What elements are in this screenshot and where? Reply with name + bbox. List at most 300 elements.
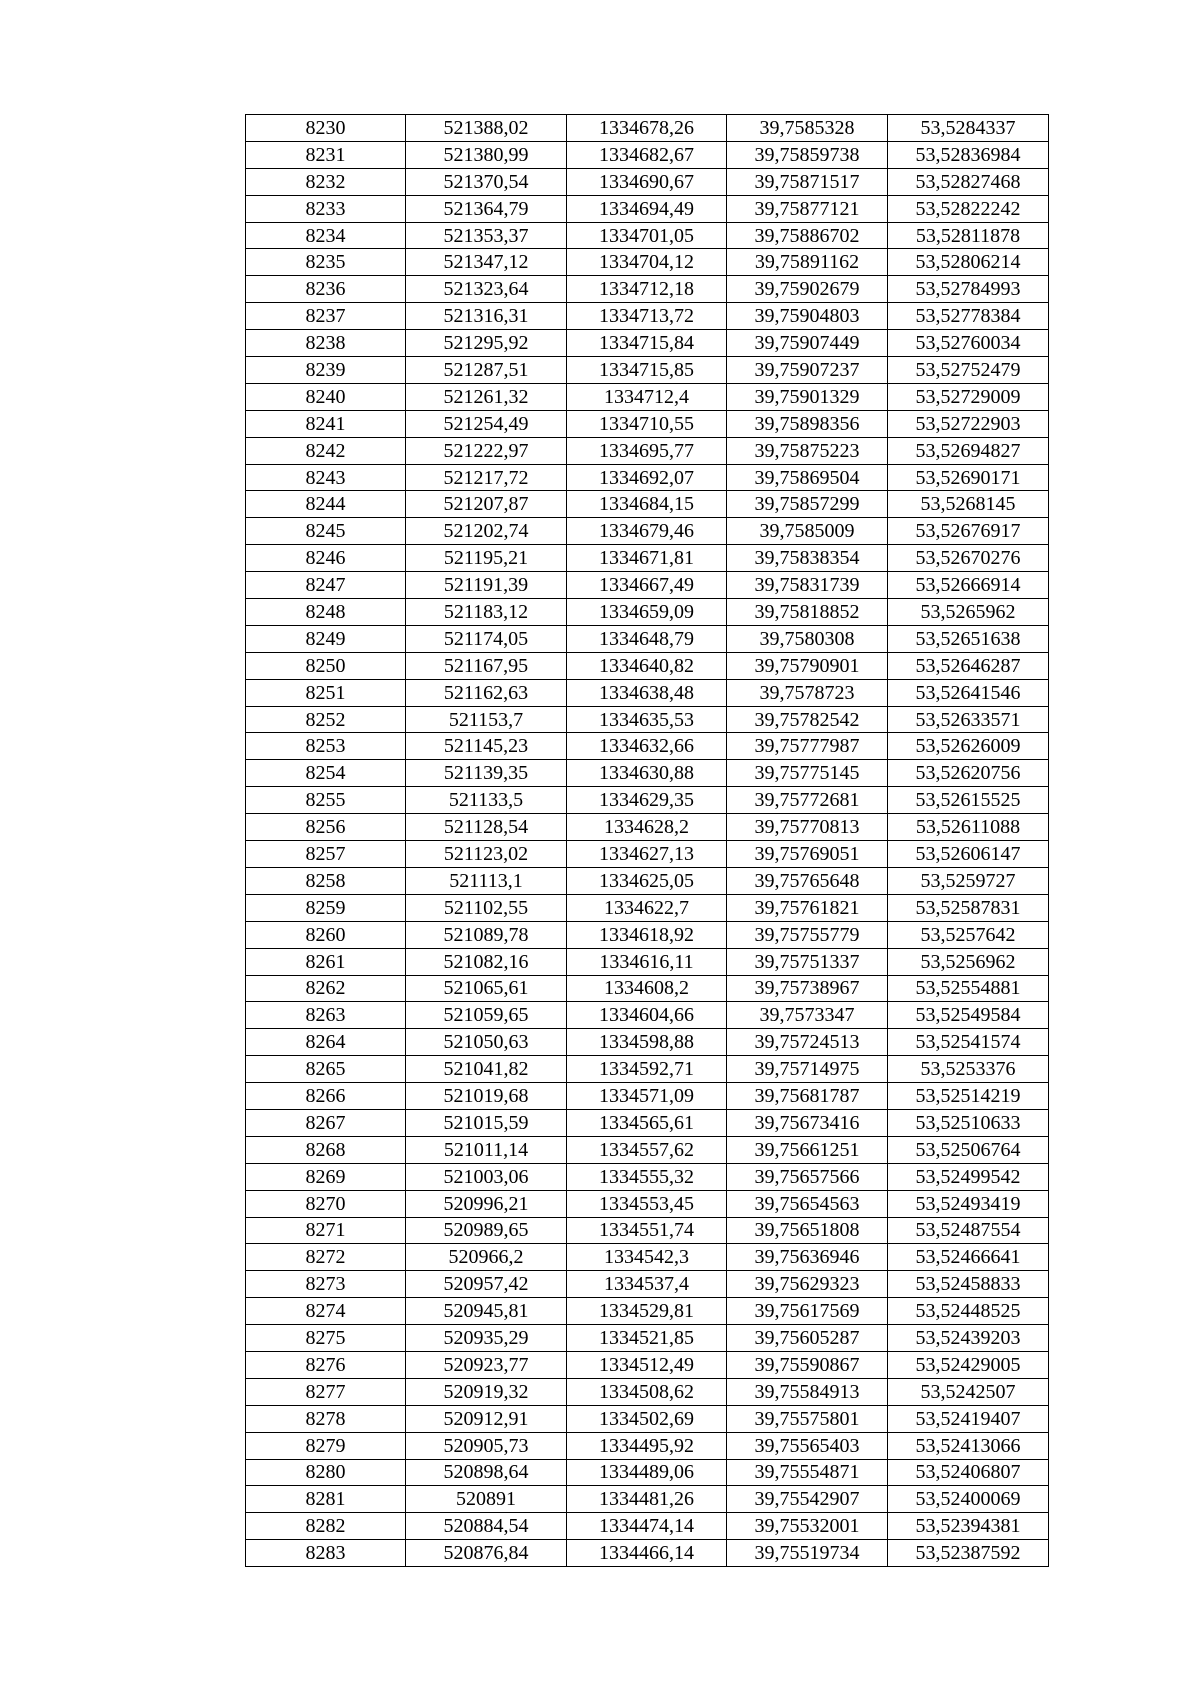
longitude-cell: 39,75838354 xyxy=(727,545,888,572)
point-number-cell: 8260 xyxy=(246,921,406,948)
table-row xyxy=(246,733,1049,760)
longitude-cell: 39,75859738 xyxy=(727,141,888,168)
point-number-cell: 8270 xyxy=(246,1190,406,1217)
x-coordinate-cell: 520905,73 xyxy=(406,1432,567,1459)
y-coordinate-cell: 1334629,35 xyxy=(567,787,727,814)
x-coordinate-cell: 521102,55 xyxy=(406,894,567,921)
latitude-cell: 53,5284337 xyxy=(888,115,1049,142)
point-number-cell: 8240 xyxy=(246,383,406,410)
table-row xyxy=(246,437,1049,464)
x-coordinate-cell: 521287,51 xyxy=(406,357,567,384)
x-coordinate-cell: 520898,64 xyxy=(406,1459,567,1486)
latitude-cell: 53,52670276 xyxy=(888,545,1049,572)
point-number-cell: 8281 xyxy=(246,1486,406,1513)
point-number-cell: 8243 xyxy=(246,464,406,491)
longitude-cell: 39,7585009 xyxy=(727,518,888,545)
point-number-cell: 8274 xyxy=(246,1298,406,1325)
latitude-cell: 53,52549584 xyxy=(888,1002,1049,1029)
x-coordinate-cell: 521133,5 xyxy=(406,787,567,814)
y-coordinate-cell: 1334616,11 xyxy=(567,948,727,975)
point-number-cell: 8238 xyxy=(246,330,406,357)
longitude-cell: 39,75636946 xyxy=(727,1244,888,1271)
y-coordinate-cell: 1334704,12 xyxy=(567,249,727,276)
x-coordinate-cell: 521082,16 xyxy=(406,948,567,975)
latitude-cell: 53,52641546 xyxy=(888,679,1049,706)
table-row xyxy=(246,1163,1049,1190)
x-coordinate-cell: 521195,21 xyxy=(406,545,567,572)
x-coordinate-cell: 521123,02 xyxy=(406,841,567,868)
table-row xyxy=(246,1244,1049,1271)
x-coordinate-cell: 521015,59 xyxy=(406,1109,567,1136)
table-row xyxy=(246,1136,1049,1163)
point-number-cell: 8234 xyxy=(246,222,406,249)
point-number-cell: 8276 xyxy=(246,1351,406,1378)
longitude-cell: 39,75790901 xyxy=(727,652,888,679)
point-number-cell: 8253 xyxy=(246,733,406,760)
longitude-cell: 39,75724513 xyxy=(727,1029,888,1056)
y-coordinate-cell: 1334648,79 xyxy=(567,625,727,652)
x-coordinate-cell: 521217,72 xyxy=(406,464,567,491)
longitude-cell: 39,75565403 xyxy=(727,1432,888,1459)
point-number-cell: 8258 xyxy=(246,867,406,894)
y-coordinate-cell: 1334481,26 xyxy=(567,1486,727,1513)
y-coordinate-cell: 1334692,07 xyxy=(567,464,727,491)
table-row xyxy=(246,841,1049,868)
longitude-cell: 39,75575801 xyxy=(727,1405,888,1432)
longitude-cell: 39,75871517 xyxy=(727,168,888,195)
x-coordinate-cell: 521380,99 xyxy=(406,141,567,168)
point-number-cell: 8278 xyxy=(246,1405,406,1432)
table-row xyxy=(246,195,1049,222)
latitude-cell: 53,5253376 xyxy=(888,1056,1049,1083)
point-number-cell: 8233 xyxy=(246,195,406,222)
latitude-cell: 53,52541574 xyxy=(888,1029,1049,1056)
x-coordinate-cell: 521254,49 xyxy=(406,410,567,437)
table-row xyxy=(246,1109,1049,1136)
x-coordinate-cell: 521065,61 xyxy=(406,975,567,1002)
table-row xyxy=(246,921,1049,948)
y-coordinate-cell: 1334667,49 xyxy=(567,572,727,599)
x-coordinate-cell: 521162,63 xyxy=(406,679,567,706)
table-row xyxy=(246,518,1049,545)
y-coordinate-cell: 1334604,66 xyxy=(567,1002,727,1029)
y-coordinate-cell: 1334659,09 xyxy=(567,599,727,626)
y-coordinate-cell: 1334508,62 xyxy=(567,1378,727,1405)
coordinates-table xyxy=(245,114,1049,1567)
longitude-cell: 39,75902679 xyxy=(727,276,888,303)
point-number-cell: 8251 xyxy=(246,679,406,706)
y-coordinate-cell: 1334565,61 xyxy=(567,1109,727,1136)
x-coordinate-cell: 521050,63 xyxy=(406,1029,567,1056)
table-row xyxy=(246,1486,1049,1513)
latitude-cell: 53,52822242 xyxy=(888,195,1049,222)
longitude-cell: 39,75681787 xyxy=(727,1083,888,1110)
longitude-cell: 39,75907237 xyxy=(727,357,888,384)
table-row xyxy=(246,1029,1049,1056)
longitude-cell: 39,75907449 xyxy=(727,330,888,357)
table-row xyxy=(246,276,1049,303)
x-coordinate-cell: 521202,74 xyxy=(406,518,567,545)
y-coordinate-cell: 1334682,67 xyxy=(567,141,727,168)
point-number-cell: 8255 xyxy=(246,787,406,814)
y-coordinate-cell: 1334512,49 xyxy=(567,1351,727,1378)
latitude-cell: 53,52729009 xyxy=(888,383,1049,410)
point-number-cell: 8267 xyxy=(246,1109,406,1136)
y-coordinate-cell: 1334690,67 xyxy=(567,168,727,195)
latitude-cell: 53,52554881 xyxy=(888,975,1049,1002)
point-number-cell: 8264 xyxy=(246,1029,406,1056)
latitude-cell: 53,52400069 xyxy=(888,1486,1049,1513)
x-coordinate-cell: 521145,23 xyxy=(406,733,567,760)
latitude-cell: 53,52676917 xyxy=(888,518,1049,545)
longitude-cell: 39,75605287 xyxy=(727,1325,888,1352)
latitude-cell: 53,52439203 xyxy=(888,1325,1049,1352)
latitude-cell: 53,52510633 xyxy=(888,1109,1049,1136)
table-row xyxy=(246,545,1049,572)
y-coordinate-cell: 1334474,14 xyxy=(567,1513,727,1540)
x-coordinate-cell: 520945,81 xyxy=(406,1298,567,1325)
longitude-cell: 39,75714975 xyxy=(727,1056,888,1083)
table-row xyxy=(246,1351,1049,1378)
latitude-cell: 53,52387592 xyxy=(888,1540,1049,1567)
x-coordinate-cell: 521191,39 xyxy=(406,572,567,599)
table-row xyxy=(246,1325,1049,1352)
point-number-cell: 8271 xyxy=(246,1217,406,1244)
y-coordinate-cell: 1334529,81 xyxy=(567,1298,727,1325)
latitude-cell: 53,5268145 xyxy=(888,491,1049,518)
latitude-cell: 53,52778384 xyxy=(888,303,1049,330)
latitude-cell: 53,52651638 xyxy=(888,625,1049,652)
point-number-cell: 8242 xyxy=(246,437,406,464)
x-coordinate-cell: 521041,82 xyxy=(406,1056,567,1083)
y-coordinate-cell: 1334537,4 xyxy=(567,1271,727,1298)
x-coordinate-cell: 521323,64 xyxy=(406,276,567,303)
y-coordinate-cell: 1334638,48 xyxy=(567,679,727,706)
latitude-cell: 53,52499542 xyxy=(888,1163,1049,1190)
y-coordinate-cell: 1334632,66 xyxy=(567,733,727,760)
longitude-cell: 39,75629323 xyxy=(727,1271,888,1298)
y-coordinate-cell: 1334557,62 xyxy=(567,1136,727,1163)
point-number-cell: 8239 xyxy=(246,357,406,384)
point-number-cell: 8232 xyxy=(246,168,406,195)
x-coordinate-cell: 521128,54 xyxy=(406,814,567,841)
x-coordinate-cell: 521059,65 xyxy=(406,1002,567,1029)
longitude-cell: 39,75755779 xyxy=(727,921,888,948)
table-row xyxy=(246,222,1049,249)
point-number-cell: 8248 xyxy=(246,599,406,626)
point-number-cell: 8263 xyxy=(246,1002,406,1029)
longitude-cell: 39,75738967 xyxy=(727,975,888,1002)
x-coordinate-cell: 521139,35 xyxy=(406,760,567,787)
point-number-cell: 8241 xyxy=(246,410,406,437)
point-number-cell: 8252 xyxy=(246,706,406,733)
longitude-cell: 39,75617569 xyxy=(727,1298,888,1325)
y-coordinate-cell: 1334618,92 xyxy=(567,921,727,948)
table-row xyxy=(246,1217,1049,1244)
point-number-cell: 8273 xyxy=(246,1271,406,1298)
y-coordinate-cell: 1334489,06 xyxy=(567,1459,727,1486)
x-coordinate-cell: 521089,78 xyxy=(406,921,567,948)
table-row xyxy=(246,1378,1049,1405)
x-coordinate-cell: 520876,84 xyxy=(406,1540,567,1567)
longitude-cell: 39,75904803 xyxy=(727,303,888,330)
y-coordinate-cell: 1334551,74 xyxy=(567,1217,727,1244)
x-coordinate-cell: 520884,54 xyxy=(406,1513,567,1540)
longitude-cell: 39,75584913 xyxy=(727,1378,888,1405)
x-coordinate-cell: 520912,91 xyxy=(406,1405,567,1432)
longitude-cell: 39,75532001 xyxy=(727,1513,888,1540)
table-row xyxy=(246,625,1049,652)
latitude-cell: 53,52620756 xyxy=(888,760,1049,787)
table-row xyxy=(246,1298,1049,1325)
longitude-cell: 39,75673416 xyxy=(727,1109,888,1136)
x-coordinate-cell: 521388,02 xyxy=(406,115,567,142)
x-coordinate-cell: 521316,31 xyxy=(406,303,567,330)
longitude-cell: 39,75875223 xyxy=(727,437,888,464)
x-coordinate-cell: 520996,21 xyxy=(406,1190,567,1217)
table-row xyxy=(246,1540,1049,1567)
y-coordinate-cell: 1334466,14 xyxy=(567,1540,727,1567)
latitude-cell: 53,52694827 xyxy=(888,437,1049,464)
y-coordinate-cell: 1334671,81 xyxy=(567,545,727,572)
x-coordinate-cell: 521183,12 xyxy=(406,599,567,626)
latitude-cell: 53,52448525 xyxy=(888,1298,1049,1325)
latitude-cell: 53,52722903 xyxy=(888,410,1049,437)
point-number-cell: 8268 xyxy=(246,1136,406,1163)
point-number-cell: 8231 xyxy=(246,141,406,168)
x-coordinate-cell: 521347,12 xyxy=(406,249,567,276)
x-coordinate-cell: 520935,29 xyxy=(406,1325,567,1352)
longitude-cell: 39,75654563 xyxy=(727,1190,888,1217)
point-number-cell: 8277 xyxy=(246,1378,406,1405)
table-row xyxy=(246,787,1049,814)
table-row xyxy=(246,383,1049,410)
x-coordinate-cell: 521153,7 xyxy=(406,706,567,733)
longitude-cell: 39,75751337 xyxy=(727,948,888,975)
table-row xyxy=(246,1190,1049,1217)
point-number-cell: 8283 xyxy=(246,1540,406,1567)
latitude-cell: 53,5265962 xyxy=(888,599,1049,626)
y-coordinate-cell: 1334640,82 xyxy=(567,652,727,679)
table-row xyxy=(246,1002,1049,1029)
longitude-cell: 39,75770813 xyxy=(727,814,888,841)
x-coordinate-cell: 521003,06 xyxy=(406,1163,567,1190)
latitude-cell: 53,52394381 xyxy=(888,1513,1049,1540)
latitude-cell: 53,52506764 xyxy=(888,1136,1049,1163)
table-row xyxy=(246,168,1049,195)
longitude-cell: 39,75590867 xyxy=(727,1351,888,1378)
latitude-cell: 53,52429005 xyxy=(888,1351,1049,1378)
longitude-cell: 39,75657566 xyxy=(727,1163,888,1190)
latitude-cell: 53,52626009 xyxy=(888,733,1049,760)
point-number-cell: 8254 xyxy=(246,760,406,787)
x-coordinate-cell: 521207,87 xyxy=(406,491,567,518)
table-row xyxy=(246,1056,1049,1083)
latitude-cell: 53,5256962 xyxy=(888,948,1049,975)
point-number-cell: 8272 xyxy=(246,1244,406,1271)
longitude-cell: 39,75761821 xyxy=(727,894,888,921)
y-coordinate-cell: 1334712,4 xyxy=(567,383,727,410)
latitude-cell: 53,52466641 xyxy=(888,1244,1049,1271)
y-coordinate-cell: 1334628,2 xyxy=(567,814,727,841)
point-number-cell: 8236 xyxy=(246,276,406,303)
y-coordinate-cell: 1334625,05 xyxy=(567,867,727,894)
latitude-cell: 53,52806214 xyxy=(888,249,1049,276)
table-row xyxy=(246,652,1049,679)
point-number-cell: 8269 xyxy=(246,1163,406,1190)
longitude-cell: 39,75898356 xyxy=(727,410,888,437)
x-coordinate-cell: 521174,05 xyxy=(406,625,567,652)
x-coordinate-cell: 521019,68 xyxy=(406,1083,567,1110)
y-coordinate-cell: 1334622,7 xyxy=(567,894,727,921)
y-coordinate-cell: 1334715,85 xyxy=(567,357,727,384)
y-coordinate-cell: 1334571,09 xyxy=(567,1083,727,1110)
table-row xyxy=(246,679,1049,706)
point-number-cell: 8265 xyxy=(246,1056,406,1083)
y-coordinate-cell: 1334542,3 xyxy=(567,1244,727,1271)
point-number-cell: 8249 xyxy=(246,625,406,652)
longitude-cell: 39,75857299 xyxy=(727,491,888,518)
point-number-cell: 8262 xyxy=(246,975,406,1002)
table-row xyxy=(246,760,1049,787)
y-coordinate-cell: 1334678,26 xyxy=(567,115,727,142)
point-number-cell: 8259 xyxy=(246,894,406,921)
point-number-cell: 8247 xyxy=(246,572,406,599)
x-coordinate-cell: 521364,79 xyxy=(406,195,567,222)
point-number-cell: 8261 xyxy=(246,948,406,975)
longitude-cell: 39,75831739 xyxy=(727,572,888,599)
table-row xyxy=(246,1405,1049,1432)
latitude-cell: 53,5259727 xyxy=(888,867,1049,894)
point-number-cell: 8237 xyxy=(246,303,406,330)
table-row xyxy=(246,491,1049,518)
table-row xyxy=(246,330,1049,357)
y-coordinate-cell: 1334521,85 xyxy=(567,1325,727,1352)
table-row xyxy=(246,1271,1049,1298)
y-coordinate-cell: 1334555,32 xyxy=(567,1163,727,1190)
point-number-cell: 8250 xyxy=(246,652,406,679)
x-coordinate-cell: 521353,37 xyxy=(406,222,567,249)
latitude-cell: 53,52487554 xyxy=(888,1217,1049,1244)
table-row xyxy=(246,357,1049,384)
y-coordinate-cell: 1334679,46 xyxy=(567,518,727,545)
latitude-cell: 53,52760034 xyxy=(888,330,1049,357)
longitude-cell: 39,75554871 xyxy=(727,1459,888,1486)
latitude-cell: 53,52458833 xyxy=(888,1271,1049,1298)
table-row xyxy=(246,1083,1049,1110)
y-coordinate-cell: 1334553,45 xyxy=(567,1190,727,1217)
latitude-cell: 53,52836984 xyxy=(888,141,1049,168)
x-coordinate-cell: 520923,77 xyxy=(406,1351,567,1378)
table-row xyxy=(246,572,1049,599)
table-row xyxy=(246,948,1049,975)
longitude-cell: 39,75775145 xyxy=(727,760,888,787)
point-number-cell: 8235 xyxy=(246,249,406,276)
latitude-cell: 53,52666914 xyxy=(888,572,1049,599)
latitude-cell: 53,52606147 xyxy=(888,841,1049,868)
table-row xyxy=(246,303,1049,330)
table-row xyxy=(246,115,1049,142)
table-row xyxy=(246,1513,1049,1540)
longitude-cell: 39,75765648 xyxy=(727,867,888,894)
latitude-cell: 53,52633571 xyxy=(888,706,1049,733)
table-row xyxy=(246,410,1049,437)
y-coordinate-cell: 1334495,92 xyxy=(567,1432,727,1459)
latitude-cell: 53,52752479 xyxy=(888,357,1049,384)
coordinates-table-body xyxy=(246,115,1049,1567)
latitude-cell: 53,52784993 xyxy=(888,276,1049,303)
latitude-cell: 53,52493419 xyxy=(888,1190,1049,1217)
longitude-cell: 39,75661251 xyxy=(727,1136,888,1163)
x-coordinate-cell: 521113,1 xyxy=(406,867,567,894)
y-coordinate-cell: 1334598,88 xyxy=(567,1029,727,1056)
table-row xyxy=(246,814,1049,841)
y-coordinate-cell: 1334713,72 xyxy=(567,303,727,330)
y-coordinate-cell: 1334695,77 xyxy=(567,437,727,464)
longitude-cell: 39,75769051 xyxy=(727,841,888,868)
point-number-cell: 8275 xyxy=(246,1325,406,1352)
y-coordinate-cell: 1334630,88 xyxy=(567,760,727,787)
y-coordinate-cell: 1334715,84 xyxy=(567,330,727,357)
table-row xyxy=(246,975,1049,1002)
longitude-cell: 39,7578723 xyxy=(727,679,888,706)
longitude-cell: 39,75651808 xyxy=(727,1217,888,1244)
x-coordinate-cell: 521261,32 xyxy=(406,383,567,410)
y-coordinate-cell: 1334502,69 xyxy=(567,1405,727,1432)
latitude-cell: 53,52811878 xyxy=(888,222,1049,249)
longitude-cell: 39,75542907 xyxy=(727,1486,888,1513)
x-coordinate-cell: 520957,42 xyxy=(406,1271,567,1298)
longitude-cell: 39,7580308 xyxy=(727,625,888,652)
y-coordinate-cell: 1334701,05 xyxy=(567,222,727,249)
longitude-cell: 39,75877121 xyxy=(727,195,888,222)
latitude-cell: 53,52615525 xyxy=(888,787,1049,814)
y-coordinate-cell: 1334608,2 xyxy=(567,975,727,1002)
latitude-cell: 53,52690171 xyxy=(888,464,1049,491)
table-row xyxy=(246,464,1049,491)
point-number-cell: 8230 xyxy=(246,115,406,142)
x-coordinate-cell: 520919,32 xyxy=(406,1378,567,1405)
latitude-cell: 53,52646287 xyxy=(888,652,1049,679)
point-number-cell: 8257 xyxy=(246,841,406,868)
longitude-cell: 39,75777987 xyxy=(727,733,888,760)
latitude-cell: 53,52611088 xyxy=(888,814,1049,841)
longitude-cell: 39,75519734 xyxy=(727,1540,888,1567)
longitude-cell: 39,75901329 xyxy=(727,383,888,410)
latitude-cell: 53,52419407 xyxy=(888,1405,1049,1432)
longitude-cell: 39,7573347 xyxy=(727,1002,888,1029)
longitude-cell: 39,75818852 xyxy=(727,599,888,626)
latitude-cell: 53,52587831 xyxy=(888,894,1049,921)
latitude-cell: 53,5257642 xyxy=(888,921,1049,948)
table-row xyxy=(246,141,1049,168)
table-row xyxy=(246,1459,1049,1486)
x-coordinate-cell: 521295,92 xyxy=(406,330,567,357)
x-coordinate-cell: 520966,2 xyxy=(406,1244,567,1271)
table-row xyxy=(246,249,1049,276)
x-coordinate-cell: 521222,97 xyxy=(406,437,567,464)
y-coordinate-cell: 1334710,55 xyxy=(567,410,727,437)
latitude-cell: 53,52514219 xyxy=(888,1083,1049,1110)
y-coordinate-cell: 1334694,49 xyxy=(567,195,727,222)
table-row xyxy=(246,894,1049,921)
longitude-cell: 39,75772681 xyxy=(727,787,888,814)
y-coordinate-cell: 1334592,71 xyxy=(567,1056,727,1083)
point-number-cell: 8266 xyxy=(246,1083,406,1110)
point-number-cell: 8256 xyxy=(246,814,406,841)
point-number-cell: 8282 xyxy=(246,1513,406,1540)
table-row xyxy=(246,1432,1049,1459)
